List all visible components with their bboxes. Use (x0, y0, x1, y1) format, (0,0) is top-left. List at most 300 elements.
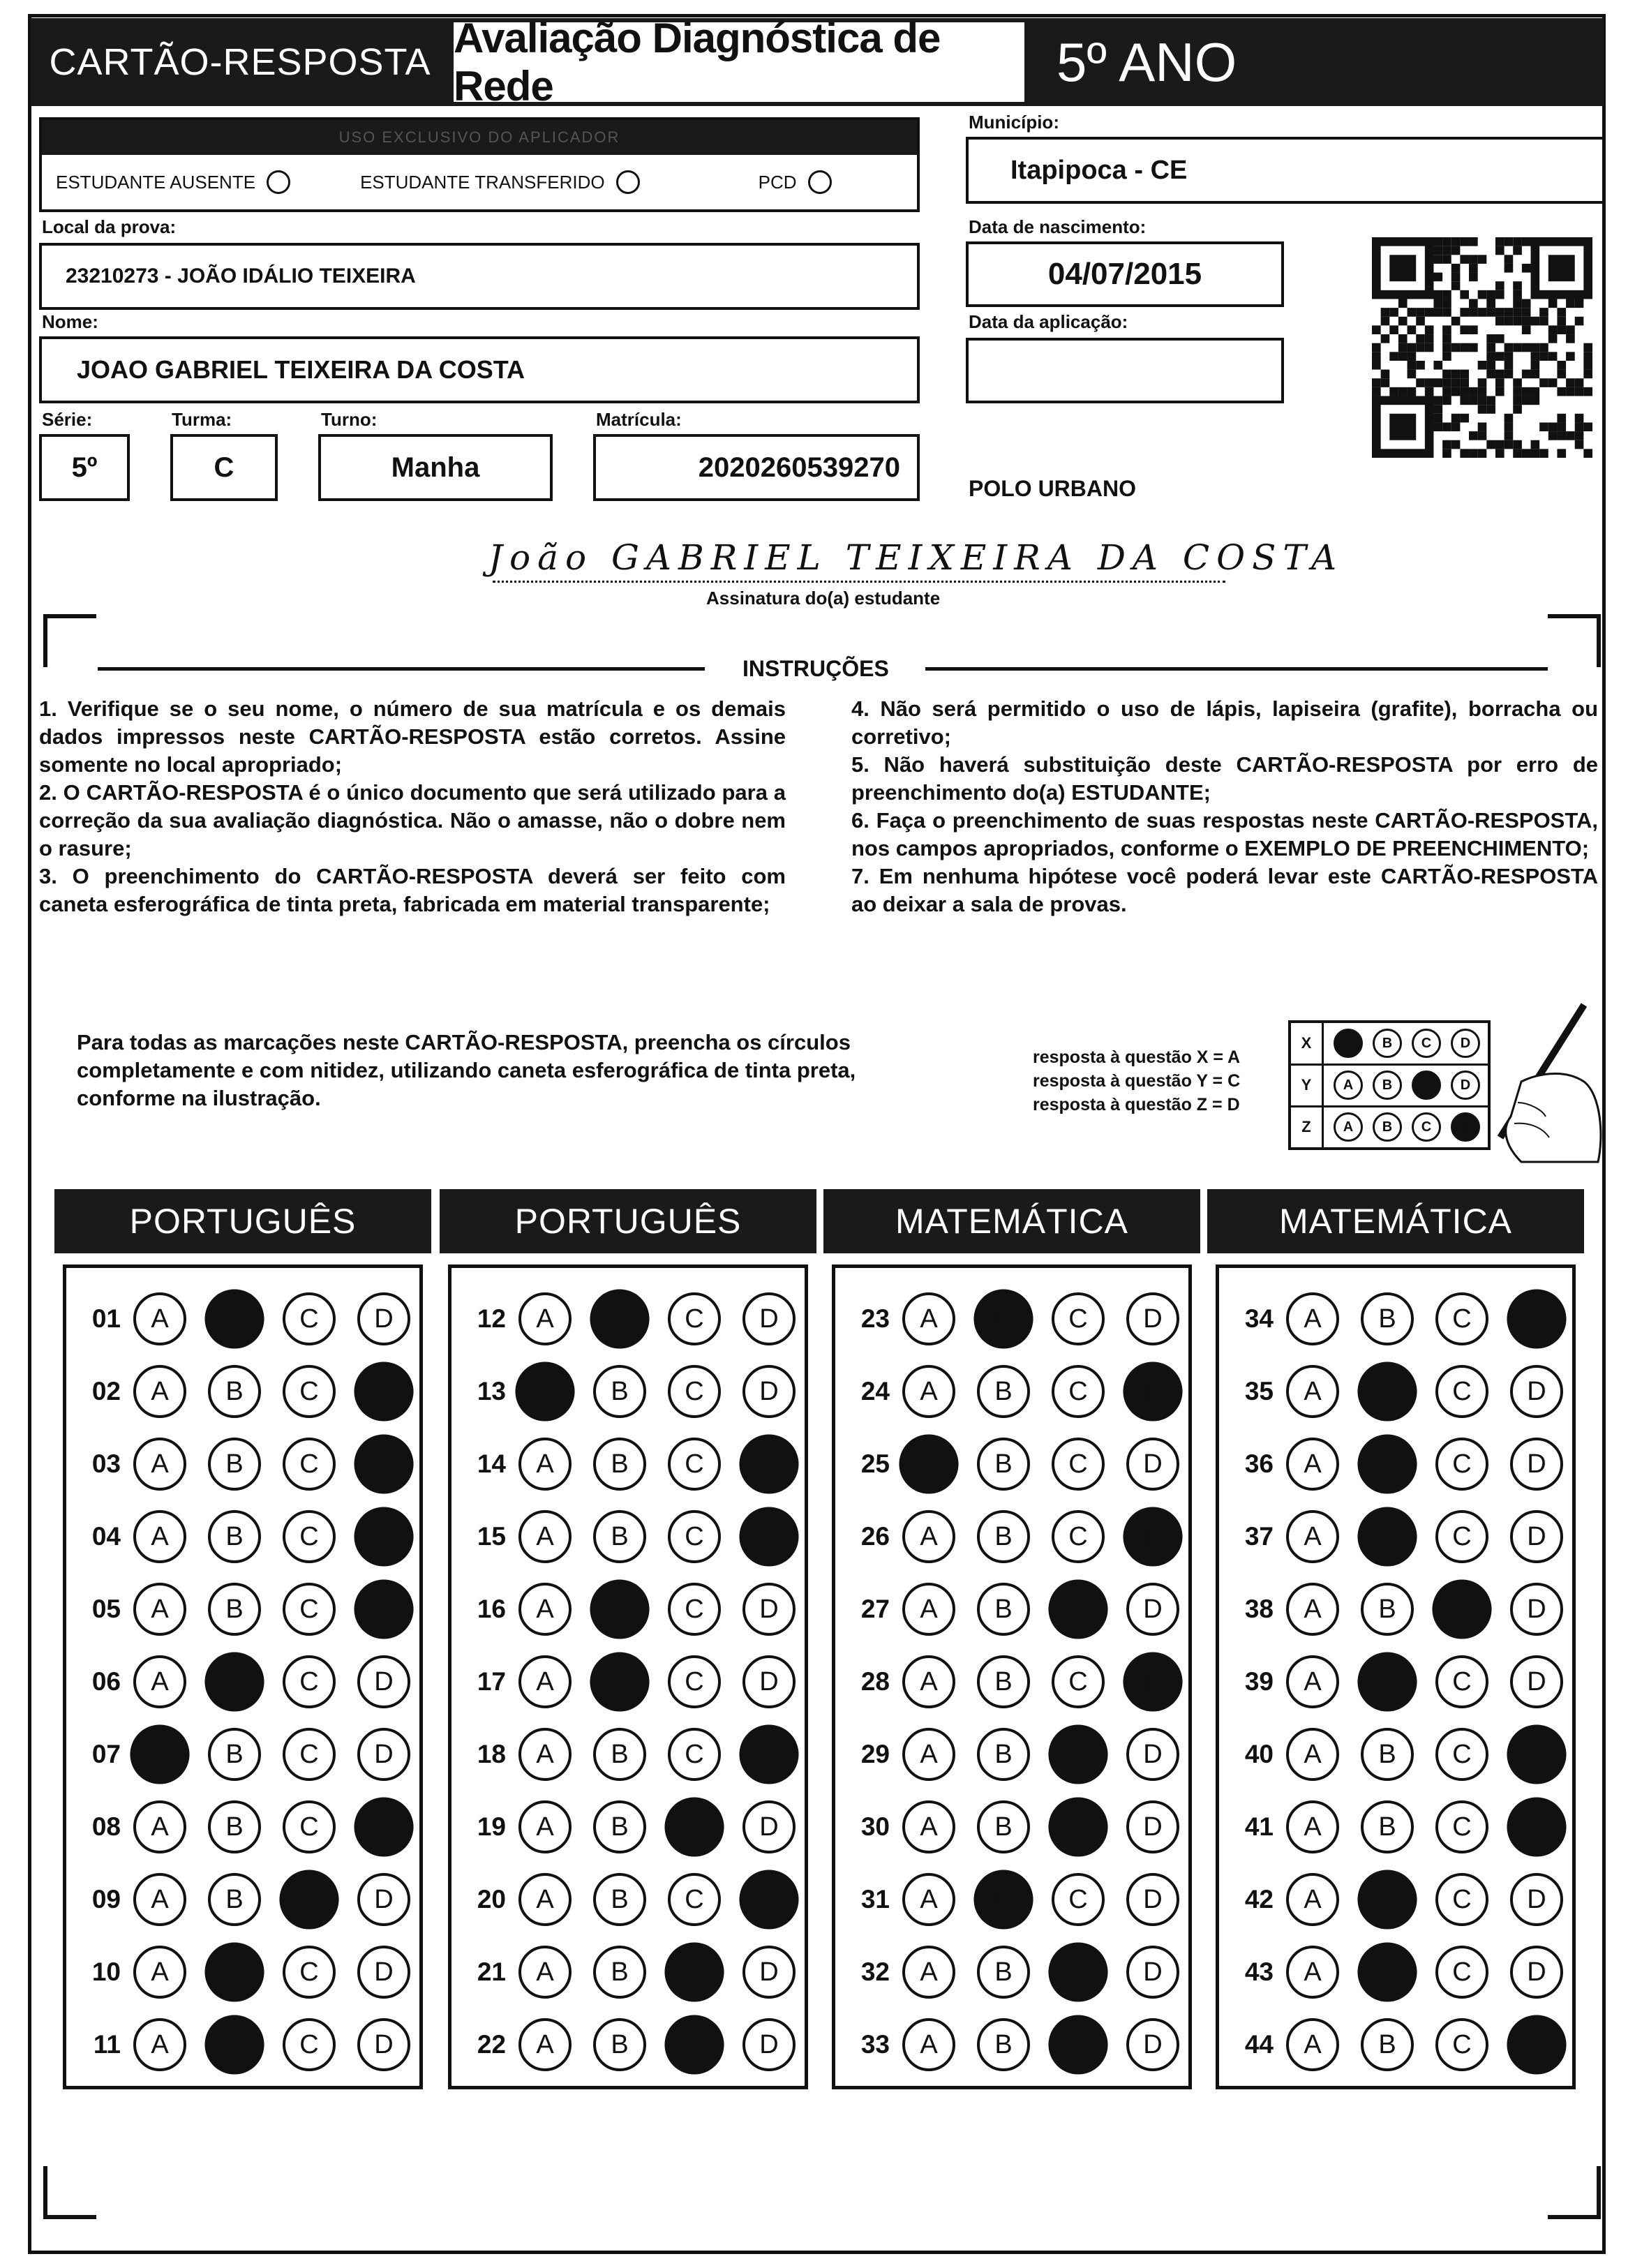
bubble-10-D[interactable]: D (357, 1946, 410, 1999)
example-bubble-X-C: C (1412, 1029, 1441, 1058)
bubble-32-D[interactable]: D (1126, 1946, 1179, 1999)
example-question-label: Y (1291, 1065, 1324, 1105)
question-row-24 (841, 1360, 1179, 1423)
question-row-39 (1225, 1650, 1563, 1713)
bubble-39-D[interactable]: D (1510, 1655, 1563, 1708)
question-row-28 (841, 1650, 1179, 1713)
bubble-34-A[interactable]: A (1286, 1292, 1339, 1345)
bubble-42-B[interactable]: B (1357, 1870, 1417, 1929)
question-row-14 (457, 1433, 796, 1495)
question-row-06 (72, 1650, 410, 1713)
bubble-05-A[interactable]: A (133, 1583, 186, 1636)
bubble-09-D[interactable]: D (357, 1873, 410, 1926)
bubble-24-A[interactable]: A (902, 1365, 955, 1418)
question-row-05 (72, 1578, 410, 1641)
bubble-36-B[interactable]: B (1357, 1434, 1417, 1493)
bubble-43-A[interactable]: A (1286, 1946, 1339, 1999)
transferred-checkbox[interactable] (616, 170, 640, 194)
bubble-21-C[interactable]: C (664, 1942, 724, 2001)
bubble-39-C[interactable]: C (1435, 1655, 1488, 1708)
question-row-04 (72, 1505, 410, 1568)
bubble-01-A[interactable]: A (133, 1292, 186, 1345)
bubble-14-C[interactable]: C (668, 1438, 721, 1491)
bubble-17-A[interactable]: A (518, 1655, 572, 1708)
bubble-25-C[interactable]: C (1052, 1438, 1105, 1491)
applicator-section (39, 117, 920, 212)
bubble-31-B[interactable]: B (973, 1870, 1033, 1929)
answer-block-3 (832, 1264, 1192, 2089)
bubble-33-C[interactable]: C (1048, 2015, 1107, 2074)
question-number: 33 (860, 2030, 890, 2059)
example-legend (1033, 1045, 1240, 1117)
bubble-11-C[interactable]: C (283, 2018, 336, 2071)
bubble-44-B[interactable]: B (1361, 2018, 1414, 2071)
bubble-08-C[interactable]: C (283, 1800, 336, 1853)
question-row-18 (457, 1723, 796, 1786)
bubble-24-D[interactable]: D (1123, 1361, 1182, 1421)
bubble-11-A[interactable]: A (133, 2018, 186, 2071)
bubble-17-C[interactable]: C (668, 1655, 721, 1708)
bubble-06-B[interactable]: B (204, 1652, 264, 1711)
bubble-39-A[interactable]: A (1286, 1655, 1339, 1708)
bubble-03-C[interactable]: C (283, 1438, 336, 1491)
example-bubble-Y-D: D (1451, 1070, 1480, 1100)
answer-block-4 (1216, 1264, 1576, 2089)
bubble-22-C[interactable]: C (664, 2015, 724, 2074)
question-number: 37 (1244, 1522, 1274, 1551)
nascimento-field (966, 241, 1284, 307)
turma-label: Turma: (172, 409, 232, 430)
bubble-27-C[interactable]: C (1048, 1579, 1107, 1639)
bubble-05-C[interactable]: C (283, 1583, 336, 1636)
instructions-right (851, 695, 1598, 918)
turma-field (170, 434, 278, 501)
turma-value: C (214, 452, 234, 483)
bubble-15-D[interactable]: D (739, 1507, 798, 1566)
bubble-23-A[interactable]: A (902, 1292, 955, 1345)
bubble-37-A[interactable]: A (1286, 1510, 1339, 1563)
bubble-40-D[interactable]: D (1507, 1724, 1566, 1784)
bubble-26-A[interactable]: A (902, 1510, 955, 1563)
instructions-rule-left (98, 667, 705, 671)
bubble-31-D[interactable]: D (1126, 1873, 1179, 1926)
question-number: 13 (477, 1377, 506, 1405)
section-title: MATEMÁTICA (895, 1202, 1129, 1241)
question-row-36 (1225, 1433, 1563, 1495)
question-number: 44 (1244, 2030, 1274, 2059)
bubble-40-C[interactable]: C (1435, 1728, 1488, 1781)
bubble-43-D[interactable]: D (1510, 1946, 1563, 1999)
bubble-18-C[interactable]: C (668, 1728, 721, 1781)
example-question-label: Z (1291, 1107, 1324, 1147)
question-number: 05 (91, 1595, 121, 1623)
bubble-44-D[interactable]: D (1507, 2015, 1566, 2074)
bubble-29-A[interactable]: A (902, 1728, 955, 1781)
bubble-34-B[interactable]: B (1361, 1292, 1414, 1345)
example-question-label: X (1291, 1023, 1324, 1064)
pcd-label: PCD (758, 171, 797, 193)
bubble-44-C[interactable]: C (1435, 2018, 1488, 2071)
question-number: 22 (477, 2030, 506, 2059)
instruction-4: 4. Não será permitido o uso de lápis, lapiseira (grafite), borracha ou corretivo; (851, 696, 1598, 749)
question-row-13 (457, 1360, 796, 1423)
bubble-18-A[interactable]: A (518, 1728, 572, 1781)
bubble-40-B[interactable]: B (1361, 1728, 1414, 1781)
example-bubble-Z-B: B (1373, 1112, 1402, 1142)
question-row-34 (1225, 1288, 1563, 1350)
bubble-28-A[interactable]: A (902, 1655, 955, 1708)
question-row-02 (72, 1360, 410, 1423)
question-number: 15 (477, 1522, 506, 1551)
bubble-40-A[interactable]: A (1286, 1728, 1339, 1781)
question-number: 12 (477, 1304, 506, 1333)
bubble-27-A[interactable]: A (902, 1583, 955, 1636)
bubble-05-D[interactable]: D (354, 1579, 413, 1639)
question-row-31 (841, 1868, 1179, 1931)
bubble-39-B[interactable]: B (1357, 1652, 1417, 1711)
bubble-29-B[interactable]: B (977, 1728, 1030, 1781)
example-bubble-Y-B: B (1373, 1070, 1402, 1100)
instruction-6: 6. Faça o preenchimento de suas respostas neste CARTÃO-RESPOSTA, nos campos apropriados, conforme o EXEMPLO DE PREENCHIMENTO; (851, 808, 1598, 860)
bubble-35-D[interactable]: D (1510, 1365, 1563, 1418)
bubble-18-D[interactable]: D (739, 1724, 798, 1784)
bubble-29-D[interactable]: D (1126, 1728, 1179, 1781)
bubble-30-A[interactable]: A (902, 1800, 955, 1853)
bubble-10-A[interactable]: A (133, 1946, 186, 1999)
bubble-43-C[interactable]: C (1435, 1946, 1488, 1999)
absent-checkbox[interactable] (267, 170, 290, 194)
bubble-02-C[interactable]: C (283, 1365, 336, 1418)
bubble-26-B[interactable]: B (977, 1510, 1030, 1563)
turno-field (318, 434, 553, 501)
bubble-09-C[interactable]: C (279, 1870, 338, 1929)
serie-field (39, 434, 130, 501)
bubble-15-C[interactable]: C (668, 1510, 721, 1563)
nascimento-value: 04/07/2015 (1047, 257, 1202, 291)
bubble-27-D[interactable]: D (1126, 1583, 1179, 1636)
bubble-17-D[interactable]: D (742, 1655, 796, 1708)
bubble-41-A[interactable]: A (1286, 1800, 1339, 1853)
bubble-33-A[interactable]: A (902, 2018, 955, 2071)
bubble-24-B[interactable]: B (977, 1365, 1030, 1418)
bubble-43-B[interactable]: B (1357, 1942, 1417, 2001)
question-number: 43 (1244, 1957, 1274, 1986)
bubble-38-D[interactable]: D (1510, 1583, 1563, 1636)
bubble-31-C[interactable]: C (1052, 1873, 1105, 1926)
bubble-21-B[interactable]: B (593, 1946, 646, 1999)
section-header-3 (823, 1189, 1200, 1253)
municipio-field (966, 137, 1605, 204)
example-bubble-X-A: A (1334, 1029, 1363, 1058)
bubble-20-D[interactable]: D (739, 1870, 798, 1929)
bubble-06-D[interactable]: D (357, 1655, 410, 1708)
bubble-05-B[interactable]: B (208, 1583, 261, 1636)
aplicacao-label: Data da aplicação: (969, 311, 1128, 332)
bubble-08-D[interactable]: D (354, 1797, 413, 1856)
example-legend-y: resposta à questão Y = C (1033, 1071, 1241, 1091)
bubble-33-B[interactable]: B (977, 2018, 1030, 2071)
question-number: 24 (860, 1377, 890, 1405)
bubble-41-C[interactable]: C (1435, 1800, 1488, 1853)
turno-value: Manha (391, 452, 480, 483)
bubble-10-B[interactable]: B (204, 1942, 264, 2001)
bubble-23-C[interactable]: C (1052, 1292, 1105, 1345)
bubble-21-D[interactable]: D (742, 1946, 796, 1999)
bubble-34-D[interactable]: D (1507, 1289, 1566, 1348)
bubble-28-B[interactable]: B (977, 1655, 1030, 1708)
bubble-13-C[interactable]: C (668, 1365, 721, 1418)
signature-line (493, 581, 1225, 583)
instruction-5: 5. Não haverá substituição deste CARTÃO-RESPOSTA por erro de preenchimento do(a) ESTUDANTE; (851, 752, 1598, 805)
bubble-19-B[interactable]: B (593, 1800, 646, 1853)
question-row-37 (1225, 1505, 1563, 1568)
section-title: PORTUGUÊS (514, 1202, 742, 1241)
bubble-07-D[interactable]: D (357, 1728, 410, 1781)
bubble-21-A[interactable]: A (518, 1946, 572, 1999)
card-title: CARTÃO-RESPOSTA (49, 41, 431, 83)
question-number: 11 (93, 2030, 121, 2059)
serie-label: Série: (42, 409, 93, 430)
exam-title-banner (449, 15, 1029, 110)
bubble-09-B[interactable]: B (208, 1873, 261, 1926)
bubble-37-B[interactable]: B (1357, 1507, 1417, 1566)
question-row-21 (457, 1941, 796, 2004)
question-row-26 (841, 1505, 1179, 1568)
question-number: 02 (91, 1377, 121, 1405)
bubble-13-B[interactable]: B (593, 1365, 646, 1418)
bubble-12-D[interactable]: D (742, 1292, 796, 1345)
bubble-26-D[interactable]: D (1123, 1507, 1182, 1566)
section-header-1 (54, 1189, 431, 1253)
bubble-42-C[interactable]: C (1435, 1873, 1488, 1926)
question-row-33 (841, 2013, 1179, 2076)
applicator-title-bar (42, 120, 917, 155)
bubble-22-B[interactable]: B (593, 2018, 646, 2071)
question-number: 26 (860, 1522, 890, 1551)
bubble-26-C[interactable]: C (1052, 1510, 1105, 1563)
question-number: 08 (91, 1812, 121, 1841)
question-row-25 (841, 1433, 1179, 1495)
bubble-18-B[interactable]: B (593, 1728, 646, 1781)
question-row-22 (457, 2013, 796, 2076)
transferred-label: ESTUDANTE TRANSFERIDO (360, 171, 605, 193)
municipio-label: Município: (969, 112, 1059, 133)
bubble-41-D[interactable]: D (1507, 1797, 1566, 1856)
bubble-30-B[interactable]: B (977, 1800, 1030, 1853)
instructions-left (39, 695, 786, 918)
bubble-28-D[interactable]: D (1123, 1652, 1182, 1711)
bubble-02-D[interactable]: D (354, 1361, 413, 1421)
question-row-19 (457, 1796, 796, 1858)
bubble-19-D[interactable]: D (742, 1800, 796, 1853)
bubble-20-B[interactable]: B (593, 1873, 646, 1926)
bubble-19-A[interactable]: A (518, 1800, 572, 1853)
grade-banner (1029, 18, 1604, 106)
bubble-23-D[interactable]: D (1126, 1292, 1179, 1345)
answer-block-1 (63, 1264, 423, 2089)
example-row-Z (1291, 1107, 1488, 1147)
example-row-X (1291, 1023, 1488, 1066)
bubble-03-A[interactable]: A (133, 1438, 186, 1491)
exam-title: Avaliação Diagnóstica de Rede (454, 15, 941, 110)
bubble-04-D[interactable]: D (354, 1507, 413, 1566)
bubble-12-B[interactable]: B (590, 1289, 649, 1348)
bubble-36-A[interactable]: A (1286, 1438, 1339, 1491)
question-row-08 (72, 1796, 410, 1858)
question-row-27 (841, 1578, 1179, 1641)
bubble-30-D[interactable]: D (1126, 1800, 1179, 1853)
example-legend-z: resposta à questão Z = D (1033, 1095, 1240, 1114)
bubble-16-D[interactable]: D (742, 1583, 796, 1636)
bubble-25-D[interactable]: D (1126, 1438, 1179, 1491)
bubble-16-C[interactable]: C (668, 1583, 721, 1636)
instruction-7: 7. Em nenhuma hipótese você poderá levar este CARTÃO-RESPOSTA ao deixar a sala de provas. (851, 864, 1598, 916)
municipio-value: Itapipoca - CE (1010, 155, 1188, 185)
bubble-27-B[interactable]: B (977, 1583, 1030, 1636)
question-number: 06 (91, 1667, 121, 1696)
bubble-07-A[interactable]: A (130, 1724, 189, 1784)
local-value: 23210273 - JOÃO IDÁLIO TEIXEIRA (66, 264, 416, 288)
bubble-34-C[interactable]: C (1435, 1292, 1488, 1345)
bubble-06-C[interactable]: C (283, 1655, 336, 1708)
bubble-16-B[interactable]: B (590, 1579, 649, 1639)
question-number: 03 (91, 1449, 121, 1478)
bubble-35-B[interactable]: B (1357, 1361, 1417, 1421)
question-number: 42 (1244, 1885, 1274, 1913)
question-number: 10 (91, 1957, 121, 1986)
bubble-33-D[interactable]: D (1126, 2018, 1179, 2071)
bubble-13-A[interactable]: A (515, 1361, 574, 1421)
question-number: 41 (1244, 1812, 1274, 1841)
signature-label: Assinatura do(a) estudante (706, 588, 941, 609)
bubble-04-B[interactable]: B (208, 1510, 261, 1563)
bubble-30-C[interactable]: C (1048, 1797, 1107, 1856)
bubble-13-D[interactable]: D (742, 1365, 796, 1418)
bubble-23-B[interactable]: B (973, 1289, 1033, 1348)
bubble-02-A[interactable]: A (133, 1365, 186, 1418)
bubble-15-A[interactable]: A (518, 1510, 572, 1563)
bubble-44-A[interactable]: A (1286, 2018, 1339, 2071)
bubble-11-D[interactable]: D (357, 2018, 410, 2071)
bubble-14-B[interactable]: B (593, 1438, 646, 1491)
bubble-04-C[interactable]: C (283, 1510, 336, 1563)
bubble-42-A[interactable]: A (1286, 1873, 1339, 1926)
question-number: 35 (1244, 1377, 1274, 1405)
instruction-3: 3. O preenchimento do CARTÃO-RESPOSTA deverá ser feito com caneta esferográfica de tinta preta, fabricada em material transparente; (39, 864, 786, 916)
question-row-16 (457, 1578, 796, 1641)
question-row-44 (1225, 2013, 1563, 2076)
bubble-28-C[interactable]: C (1052, 1655, 1105, 1708)
question-row-11 (72, 2013, 410, 2076)
bubble-01-C[interactable]: C (283, 1292, 336, 1345)
bubble-41-B[interactable]: B (1361, 1800, 1414, 1853)
bubble-03-B[interactable]: B (208, 1438, 261, 1491)
bubble-38-C[interactable]: C (1432, 1579, 1491, 1639)
bubble-25-A[interactable]: A (899, 1434, 958, 1493)
question-number: 25 (860, 1449, 890, 1478)
bubble-08-B[interactable]: B (208, 1800, 261, 1853)
aplicacao-field (966, 338, 1284, 403)
question-row-01 (72, 1288, 410, 1350)
bubble-20-A[interactable]: A (518, 1873, 572, 1926)
bubble-32-B[interactable]: B (977, 1946, 1030, 1999)
pcd-checkbox[interactable] (808, 170, 832, 194)
matricula-field (593, 434, 920, 501)
bubble-32-C[interactable]: C (1048, 1942, 1107, 2001)
nome-field (39, 336, 920, 403)
bubble-06-A[interactable]: A (133, 1655, 186, 1708)
question-row-42 (1225, 1868, 1563, 1931)
question-row-41 (1225, 1796, 1563, 1858)
turno-label: Turno: (321, 409, 378, 430)
bubble-42-D[interactable]: D (1510, 1873, 1563, 1926)
question-number: 01 (91, 1304, 121, 1333)
question-number: 17 (477, 1667, 506, 1696)
question-number: 38 (1244, 1595, 1274, 1623)
bubble-35-C[interactable]: C (1435, 1365, 1488, 1418)
bubble-09-A[interactable]: A (133, 1873, 186, 1926)
bubble-19-C[interactable]: C (664, 1797, 724, 1856)
qr-code (1372, 237, 1592, 458)
bubble-07-C[interactable]: C (283, 1728, 336, 1781)
question-number: 23 (860, 1304, 890, 1333)
bubble-10-C[interactable]: C (283, 1946, 336, 1999)
bubble-11-B[interactable]: B (204, 2015, 264, 2074)
question-row-23 (841, 1288, 1179, 1350)
bubble-37-C[interactable]: C (1435, 1510, 1488, 1563)
bubble-24-C[interactable]: C (1052, 1365, 1105, 1418)
bubble-12-A[interactable]: A (518, 1292, 572, 1345)
bubble-04-A[interactable]: A (133, 1510, 186, 1563)
nome-label: Nome: (42, 311, 98, 332)
bubble-31-A[interactable]: A (902, 1873, 955, 1926)
bubble-14-A[interactable]: A (518, 1438, 572, 1491)
bubble-08-A[interactable]: A (133, 1800, 186, 1853)
instructions-title: INSTRUÇÕES (742, 656, 889, 681)
bubble-36-C[interactable]: C (1435, 1438, 1488, 1491)
answer-block-2 (448, 1264, 808, 2089)
bubble-22-D[interactable]: D (742, 2018, 796, 2071)
bubble-25-B[interactable]: B (977, 1438, 1030, 1491)
bubble-22-A[interactable]: A (518, 2018, 572, 2071)
bubble-01-D[interactable]: D (357, 1292, 410, 1345)
bubble-35-A[interactable]: A (1286, 1365, 1339, 1418)
bubble-32-A[interactable]: A (902, 1946, 955, 1999)
bubble-07-B[interactable]: B (208, 1728, 261, 1781)
bubble-17-B[interactable]: B (590, 1652, 649, 1711)
bubble-03-D[interactable]: D (354, 1434, 413, 1493)
question-row-07 (72, 1723, 410, 1786)
bubble-12-C[interactable]: C (668, 1292, 721, 1345)
bubble-38-A[interactable]: A (1286, 1583, 1339, 1636)
section-header-2 (440, 1189, 816, 1253)
bubble-01-B[interactable]: B (204, 1289, 264, 1348)
bubble-29-C[interactable]: C (1048, 1724, 1107, 1784)
bubble-38-B[interactable]: B (1361, 1583, 1414, 1636)
section-title: PORTUGUÊS (129, 1202, 357, 1241)
bubble-16-A[interactable]: A (518, 1583, 572, 1636)
question-row-43 (1225, 1941, 1563, 2004)
bubble-14-D[interactable]: D (739, 1434, 798, 1493)
bubble-02-B[interactable]: B (208, 1365, 261, 1418)
bubble-37-D[interactable]: D (1510, 1510, 1563, 1563)
bubble-20-C[interactable]: C (668, 1873, 721, 1926)
example-bubble-X-B: B (1373, 1029, 1402, 1058)
bubble-36-D[interactable]: D (1510, 1438, 1563, 1491)
bubble-15-B[interactable]: B (593, 1510, 646, 1563)
question-number: 20 (477, 1885, 506, 1913)
page-corner-bl (43, 2166, 96, 2219)
